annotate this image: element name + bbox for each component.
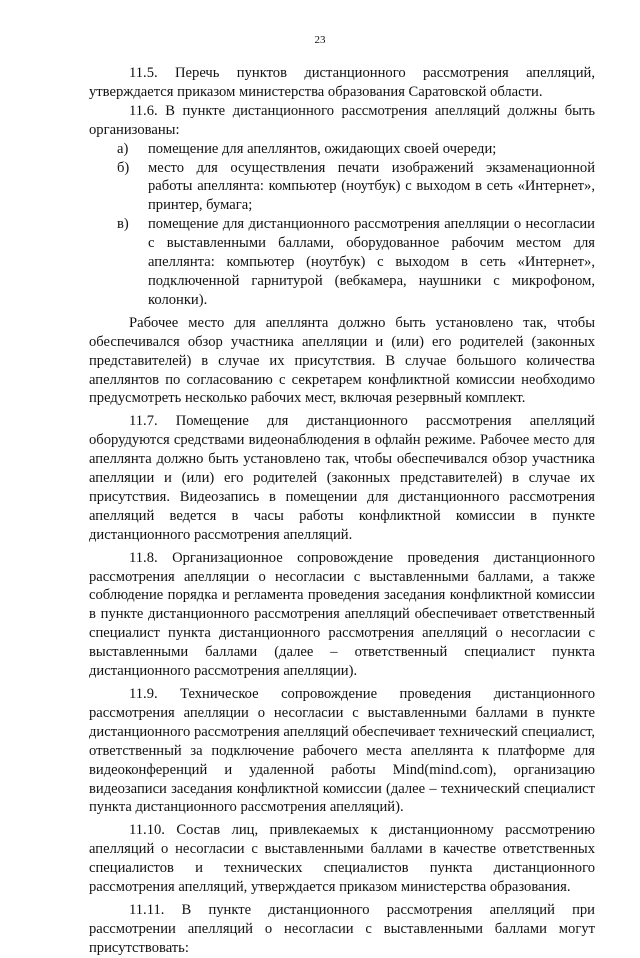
list-text-a: помещение для апеллянтов, ожидающих своей очереди; <box>148 140 497 157</box>
paragraph-11-5: 11.5. Перечь пунктов дистанционного рассмотрения апелляций, утверждается приказом министерства образования Саратовской области. <box>89 65 595 100</box>
list-text-b: место для осуществления печати изображений экзаменационной работы апеллянта: компьютер (ноутбук) с выходом в сеть «Интернет», принтер, бумага; <box>148 159 595 214</box>
list-marker-a: а) <box>117 140 129 157</box>
document-body <box>89 64 595 958</box>
page-number: 23 <box>314 34 326 46</box>
paragraph-11-6: 11.6. В пункте дистанционного рассмотрения апелляций должны быть организованы: <box>89 102 595 138</box>
paragraph-11-8: 11.8. Организационное сопровождение проведения дистанционного рассмотрения апелляции о несогласии с выставленными баллами, а также соблюдение порядка и регламента проведения заседания конфликтной комиссии в пункте дистанционного рассмотрения апелляций обеспечивает ответственный специалист пункта дистанционного рассмотрения апелляций о несогласии с выставленными баллами (далее – ответственный специалист пункта дистанционного рассмотрения апелляции). <box>89 549 595 680</box>
list-item-v <box>89 215 595 310</box>
paragraph-11-9: 11.9. Техническое сопровождение проведения дистанционного рассмотрения апелляции о несогласии с выставленными баллами в пункте дистанционного рассмотрения апелляций обеспечивает технический специалист, ответственный за подключение рабочего места апеллянта к платформе для видеоконференций и удаленной работы Mind(mind.com), организацию видеозаписи заседания конфликтной комиссии (далее – технический специалист пункта дистанционного рассмотрения апелляций). <box>89 686 595 816</box>
paragraph-11-7: 11.7. Помещение для дистанционного рассмотрения апелляций оборудуются средствами видеонаблюдения в офлайн режиме. Рабочее место для апеллянта должно быть установлено так, чтобы обеспечивался обзор участника апелляции и (или) его родителей (законных представителей) в случае их присутствия. Видеозапись в помещении для дистанционного рассмотрения апелляций ведется в часы работы конфликтной комиссии в пункте дистанционного рассмотрения апелляций. <box>89 413 595 543</box>
paragraph-workplace: Рабочее место для апеллянта должно быть установлено так, чтобы обеспечивался обзор участника апелляции и (или) его родителей (законных представителей) в случае их присутствия. В случае большого количества апеллянтов по согласованию с секретарем конфликтной комиссии необходимо предусмотреть несколько рабочих мест, включая резервный комплект. <box>89 314 595 407</box>
list-marker-v: в) <box>117 216 129 233</box>
list-marker-b: б) <box>117 159 130 176</box>
list-text-v: помещение для дистанционного рассмотрения апелляции о несогласии с выставленными баллами, оборудованное рабочим местом для апеллянта: компьютер (ноутбук) с выходом в сеть «Интернет», подключенной гарнитурой (вебкамера, наушники с микрофоном, колонки). <box>148 216 595 308</box>
paragraph-11-10: 11.10. Состав лиц, привлекаемых к дистанционному рассмотрению апелляций о несогласии с выставленными баллами в качестве ответственных специалистов и технических специалистов пункта дистанционного рассмотрения апелляций, утверждается приказом министерства образования. <box>89 822 595 896</box>
list-item-b <box>89 159 595 216</box>
paragraph-11-11: 11.11. В пункте дистанционного рассмотрения апелляций при рассмотрении апелляций о несогласии с выставленными баллами могут присутствовать: <box>89 901 595 956</box>
list-item-a <box>89 140 595 159</box>
